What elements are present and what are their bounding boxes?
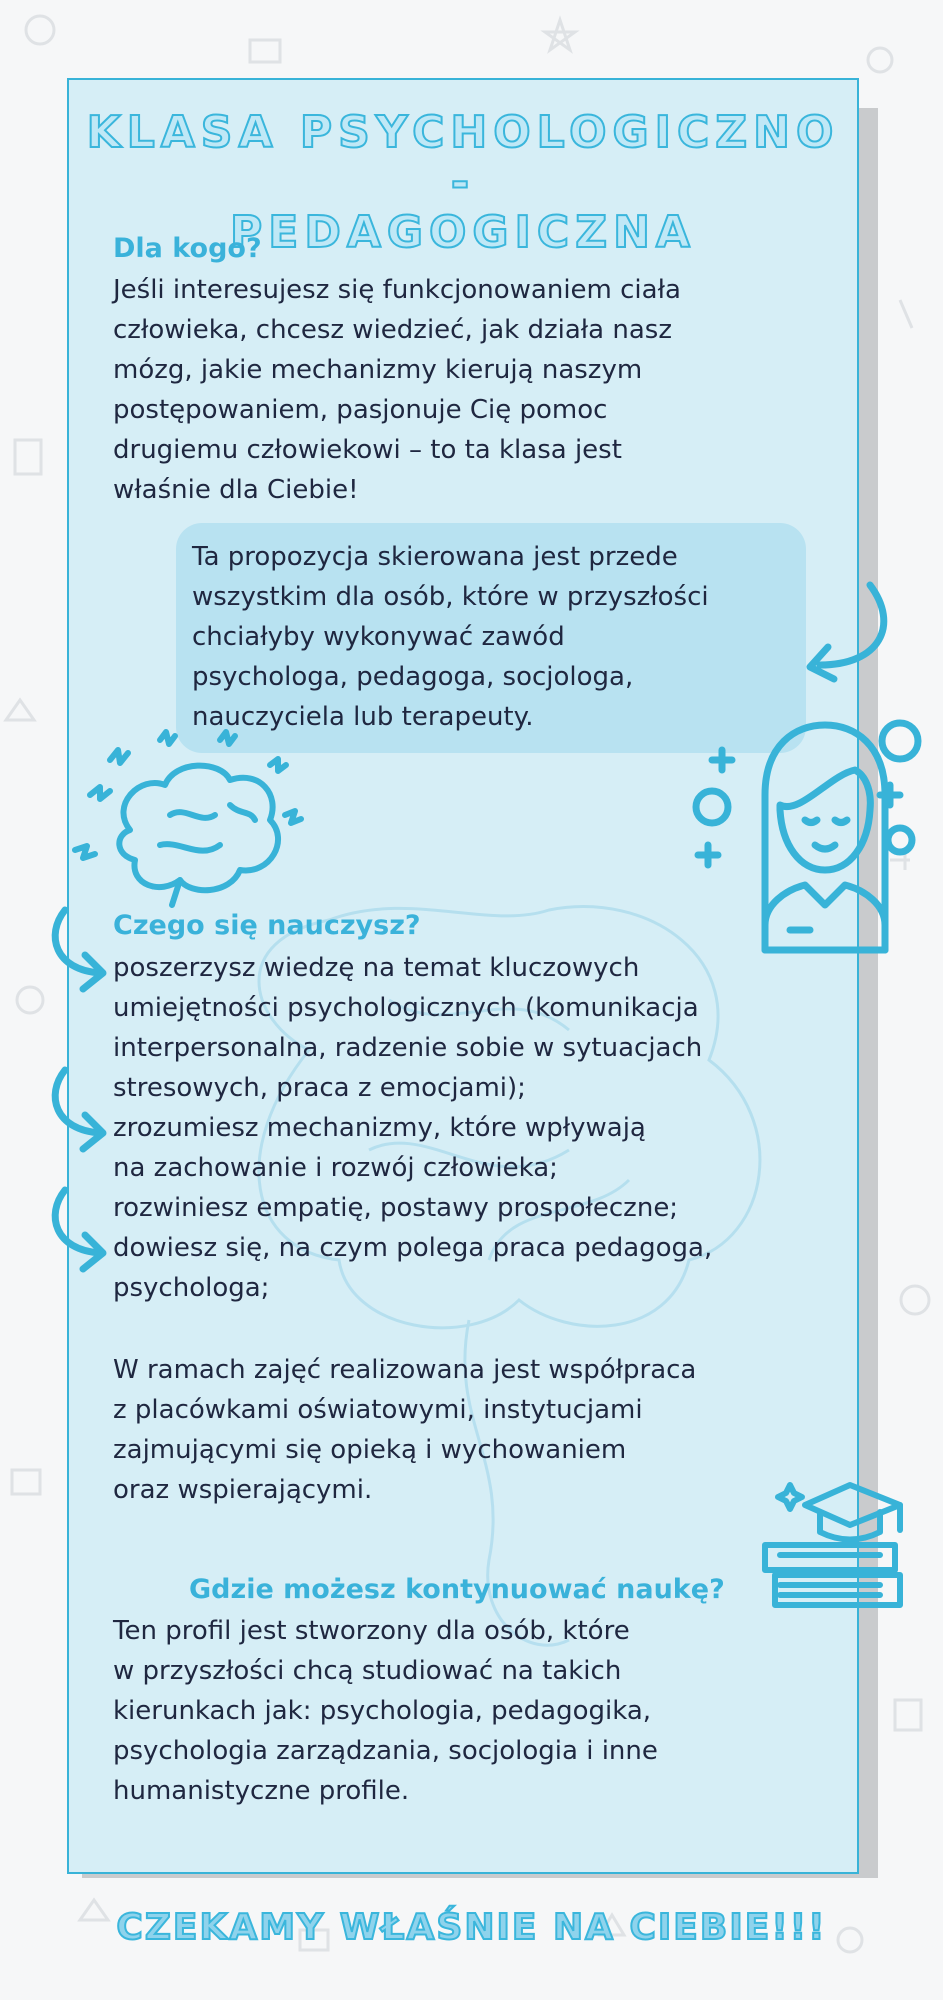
continue-education-text: Ten profil jest stworzony dla osób, które w przyszłości chcą studiować na takich kierunkach jak: psychologia, pedagogika, psychologia zarządzania, socjologia i inne humanistyczne profile. <box>113 1616 658 1806</box>
learn-list-text: poszerzysz wiedzę na temat kluczowych umiejętności psychologicznych (komunikacja interpersonalna, radzenie sobie w sytuacjach stresowych, praca z emocjami); zrozumiesz mechanizmy, które wpływają na zachowanie i rozwój człowieka; rozwiniesz empatię, postawy prospołeczne; dowiesz się, na czym polega praca pedagoga, psychologa; <box>113 953 713 1303</box>
for-whom-text: Jeśli interesujesz się funkcjonowaniem ciała człowieka, chcesz wiedzieć, jak działa nasz mózg, jakie mechanizmy kierują naszym postępowaniem, pasjonuje Cię pomoc drugiemu człowiekowi – to ta klasa jest właśnie dla Ciebie! <box>113 275 681 505</box>
list-arrow-icon-1 <box>45 905 115 995</box>
graduation-books-icon <box>760 1470 910 1620</box>
info-card <box>67 78 859 1874</box>
heading-for-whom: Dla kogo? <box>113 233 262 264</box>
heading-continue-education: Gdzie możesz kontynuować naukę? <box>189 1574 725 1605</box>
highlight-text: Ta propozycja skierowana jest przede wszystkim dla osób, które w przyszłości chciałyby wykonywać zawód psychologa, pedagoga, socjologa, nauczyciela lub terapeuty. <box>192 542 709 732</box>
curved-arrow-icon <box>800 575 890 685</box>
list-arrow-icon-3 <box>45 1185 115 1275</box>
heading-what-you-learn: Czego się nauczysz? <box>113 910 421 941</box>
brain-icon <box>70 735 320 915</box>
footer-slogan: CZEKAMY WŁAŚNIE NA CIEBIE!!! <box>116 1907 827 1948</box>
cooperation-text: W ramach zajęć realizowana jest współpraca z placówkami oświatowymi, instytucjami zajmującymi się opieką i wychowaniem oraz wspierającymi. <box>113 1355 697 1505</box>
list-arrow-icon-2 <box>45 1065 115 1155</box>
page-title: KLASA PSYCHOLOGICZNO - PEDAGOGICZNA <box>86 107 840 258</box>
woman-icon <box>690 715 930 955</box>
